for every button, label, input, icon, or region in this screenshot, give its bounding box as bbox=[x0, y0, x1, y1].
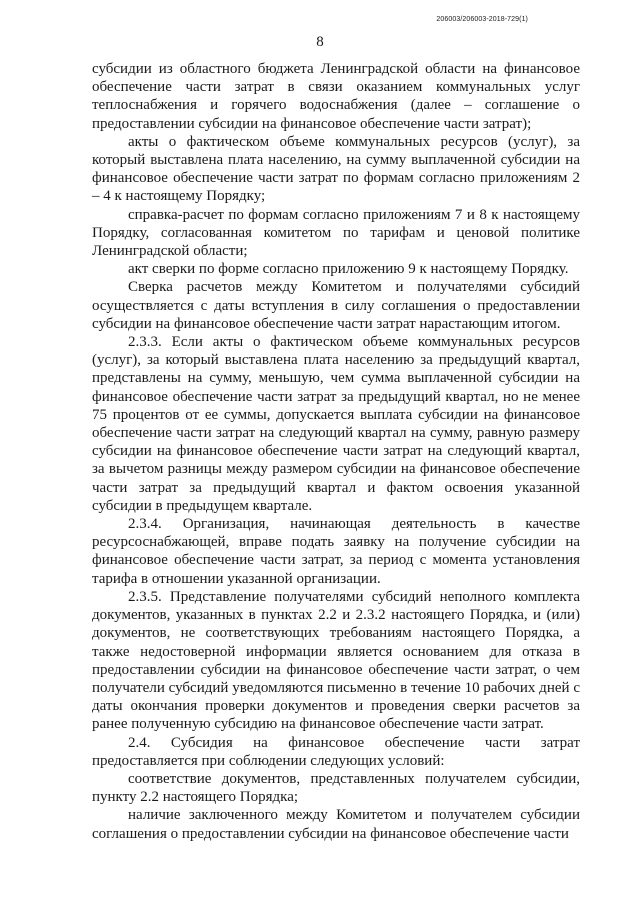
document-id: 206003/206003-2018-729(1) bbox=[436, 16, 528, 23]
paragraph-2-4: 2.4. Субсидия на финансовое обеспечение части затрат предоставляется при соблюдении следующих условий: bbox=[92, 734, 580, 769]
paragraph-subsidy-agreement: субсидии из областного бюджета Ленинградской области на финансовое обеспечение части затрат в связи оказанием коммунальных услуг теплоснабжения и горячего водоснабжения (далее – соглашение о предоставлении субсидии на финансовое обеспечение части затрат); bbox=[92, 61, 580, 132]
paragraph-calculation-certificate: справка-расчет по формам согласно приложениям 7 и 8 к настоящему Порядку, согласованная комитетом по тарифам и ценовой политике Ленинградской области; bbox=[92, 206, 580, 260]
paragraph-reconciliation: Сверка расчетов между Комитетом и получателями субсидий осуществляется с даты вступления в силу соглашения о предоставлении субсидии на финансовое обеспечение части затрат нарастающим итогом. bbox=[92, 279, 580, 332]
paragraph-2-3-4: 2.3.4. Организация, начинающая деятельность в качестве ресурсоснабжающей, вправе подать заявку на получение субсидии на финансовое обеспечение части затрат, за период с момента установления тарифа в отношении указанной организации. bbox=[92, 516, 580, 587]
page-number: 8 bbox=[316, 34, 324, 50]
paragraph-2-3-5: 2.3.5. Представление получателями субсидий неполного комплекта документов, указанных в пунктах 2.2 и 2.3.2 настоящего Порядка, и (или) документов, не соответствующих требованиям настоящего Порядка, а также недостоверной информации является основанием для отказа в предоставлении субсидии на финансовое обеспечение части затрат, о чем получатели субсидий уведомляются письменно в течение 10 рабочих дней с даты окончания проверки документов и проведения сверки расчетов за ранее полученную субсидию на финансовое обеспечение части затрат. bbox=[92, 588, 580, 733]
paragraph-agreement-existence: наличие заключенного между Комитетом и получателем субсидии соглашения о предоставлении субсидии на финансовое обеспечение части bbox=[92, 807, 580, 842]
paragraph-reconciliation-act: акт сверки по форме согласно приложению 9 к настоящему Порядку. bbox=[128, 261, 569, 278]
document-body bbox=[92, 60, 580, 843]
paragraph-actual-volume-acts: акты о фактическом объеме коммунальных ресурсов (услуг), за который выставлена плата населению, на сумму выплаченной субсидии на финансовое обеспечение части затрат по формам согласно приложениям 2 – 4 к настоящему Порядку; bbox=[92, 133, 580, 205]
paragraph-documents-compliance: соответствие документов, представленных получателем субсидии, пункту 2.2 настоящего Порядка; bbox=[92, 770, 580, 806]
paragraph-2-3-3: 2.3.3. Если акты о фактическом объеме коммунальных ресурсов (услуг), за который выставлена плата населению за предыдущий квартал, представлены на сумму, меньшую, чем сумма выплаченной субсидии на финансовое обеспечение части затрат за предыдущий квартал, но не менее 75 процентов от ее суммы, допускается выплата субсидии на финансовое обеспечение части затрат на следующий квартал на сумму, равную размеру субсидии на финансовое обеспечение части затрат на следующий квартал, за вычетом разницы между размером субсидии на финансовое обеспечение части затрат за предыдущий квартал и фактом освоения указанной субсидии в предыдущем квартале. bbox=[92, 334, 580, 514]
